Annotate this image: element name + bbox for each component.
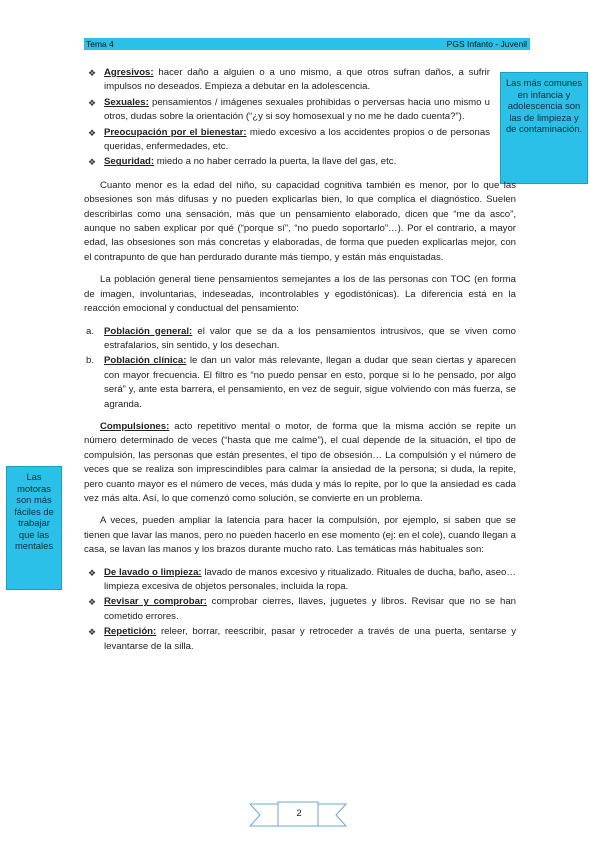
list-item xyxy=(84,96,490,125)
item-label: Población clínica: xyxy=(104,355,187,367)
margin-note-left: Las motoras son más fáciles de trabajar que las mentales xyxy=(6,466,62,590)
item-text: hacer daño a alguien o a uno mismo, a que otros sufran daños, a sufrir impulsos no deseados. Empieza a debutar en la adolescencia. xyxy=(104,67,490,93)
diamond-bullet-icon: ❖ xyxy=(88,97,97,108)
list-item xyxy=(84,566,516,595)
item-marker: a. xyxy=(86,325,95,337)
item-text: pensamientos / imágenes sexuales prohibidas o perversas hacia uno mismo u otros, dudas sobre la orientación (“¿y si soy homosexual y no me he dado cuenta?”). xyxy=(104,96,490,123)
diamond-bullet-icon: ❖ xyxy=(88,567,97,578)
item-label: Repetición: xyxy=(104,626,157,638)
header-topic: Tema 4 xyxy=(86,39,114,49)
page-footer xyxy=(248,798,348,832)
item-text: miedo excesivo a los accidentes propios o de personas queridas, enfermedades, etc. xyxy=(104,126,490,153)
item-label: Seguridad: xyxy=(104,156,155,168)
obsessions-list xyxy=(84,66,516,170)
paragraph-population: La población general tiene pensamientos semejantes a los de las personas con TOC (en forma de imagen, involuntarias, indeseadas, incontrolables y egodistónicas). La diferencia está en la reacción emocional y conductual del pensamiento: xyxy=(84,274,516,315)
diamond-bullet-icon: ❖ xyxy=(88,597,97,608)
item-label: De lavado o limpieza: xyxy=(104,566,202,578)
item-text: el valor que se da a los pensamientos intrusivos, que se viven como estrafalarios, sin sentido, y los desechan. xyxy=(104,325,516,351)
item-text: miedo a no haber cerrado la puerta, la llave del gas, etc. xyxy=(154,156,397,168)
list-item xyxy=(84,66,490,95)
margin-note-right: Las más comunes en infancia y adolescencia son las de limpieza y de contaminación. xyxy=(500,72,588,184)
list-item xyxy=(84,354,516,412)
paragraph-age: Cuanto menor es la edad del niño, su capacidad cognitiva también es menor, por lo que las obsesiones son más difusas y no pueden explicarlas bien, lo que complica el diagnóstico. Suelen describirlas como una sensación, más que un pensamiento elaborado, dicen que “me da asco”, aunque no saben explicar por qué (“porque sí”, “no puedo soportarlo”…). Por el contrario, a mayor edad, las obsesiones son más concretas y elaboradas, de forma que pueden explicarlas mejor, con el contrapunto de que han perdurado durante más tiempo, y están más enquistadas. xyxy=(84,179,516,263)
compulsions-label: Compulsiones: xyxy=(100,420,170,432)
header-course: PGS Infanto - Juvenil xyxy=(446,39,527,49)
diamond-bullet-icon: ❖ xyxy=(88,627,97,638)
diamond-bullet-icon: ❖ xyxy=(88,127,97,138)
page-number: 2 xyxy=(296,808,302,819)
list-item xyxy=(84,325,516,354)
list-item xyxy=(84,595,516,624)
list-item xyxy=(84,126,490,155)
item-label: Revisar y comprobar: xyxy=(104,596,207,608)
item-label: Preocupación por el bienestar: xyxy=(104,126,247,138)
item-label: Agresivos: xyxy=(104,67,154,78)
item-label: Sexuales: xyxy=(104,96,149,108)
list-item xyxy=(84,625,516,654)
paragraph-latency: A veces, pueden ampliar la latencia para hacer la compulsión, por ejemplo, si saben que se tienen que lavar las manos, pero no pueden hacerlo en ese momento (ej: en el cole), cuando llegan a casa, se lavan las manos y los brazos durante mucho rato. Las temáticas más habituales son: xyxy=(84,515,516,556)
document-body xyxy=(84,66,516,655)
diamond-bullet-icon: ❖ xyxy=(88,68,97,78)
paragraph-compulsions xyxy=(84,420,516,506)
compulsions-text: acto repetitivo mental o motor, de forma que la misma acción se repite un número determinado de veces (“hasta que me calme”), el cual depende de la situación, el tipo de compulsión, las personas que están presentes, el tipo de obsesión… La compulsión y el número de veces que se realiza son imprescindibles para calmar la ansiedad de la persona; si duda, la repite, pero cuanto mayor es el número de veces, más duda y más lo repite, por lo que la ansiedad es cada vez más alta. Así, lo que comenzó como solución, se convierte en un problema. xyxy=(84,420,516,504)
item-marker: b. xyxy=(86,355,95,367)
themes-list xyxy=(84,566,516,654)
page-header xyxy=(84,38,530,50)
item-label: Población general: xyxy=(104,325,193,337)
list-item xyxy=(84,155,490,169)
diamond-bullet-icon: ❖ xyxy=(88,157,97,168)
item-text: releer, borrar, reescribir, pasar y retroceder a través de una puerta, sentarse y levantarse de la silla. xyxy=(104,626,516,652)
item-text: le dan un valor más relevante, llegan a dudar que sean ciertas y aparecen con mayor frecuencia. El filtro es “no puedo pensar en esto, porque si lo he pensado, por algo será” y, ante esta barrera, el pensamiento, en vez de seguir, sigue volviendo con más fuerza, se agranda. xyxy=(104,355,516,410)
item-text: lavado de manos excesivo y ritualizado. Rituales de ducha, baño, aseo… limpieza excesiva de objetos personales, incluida la ropa. xyxy=(104,566,516,592)
population-list xyxy=(84,325,516,412)
item-text: comprobar cierres, llaves, juguetes y libros. Revisar que no se han cometido errores. xyxy=(104,596,517,622)
